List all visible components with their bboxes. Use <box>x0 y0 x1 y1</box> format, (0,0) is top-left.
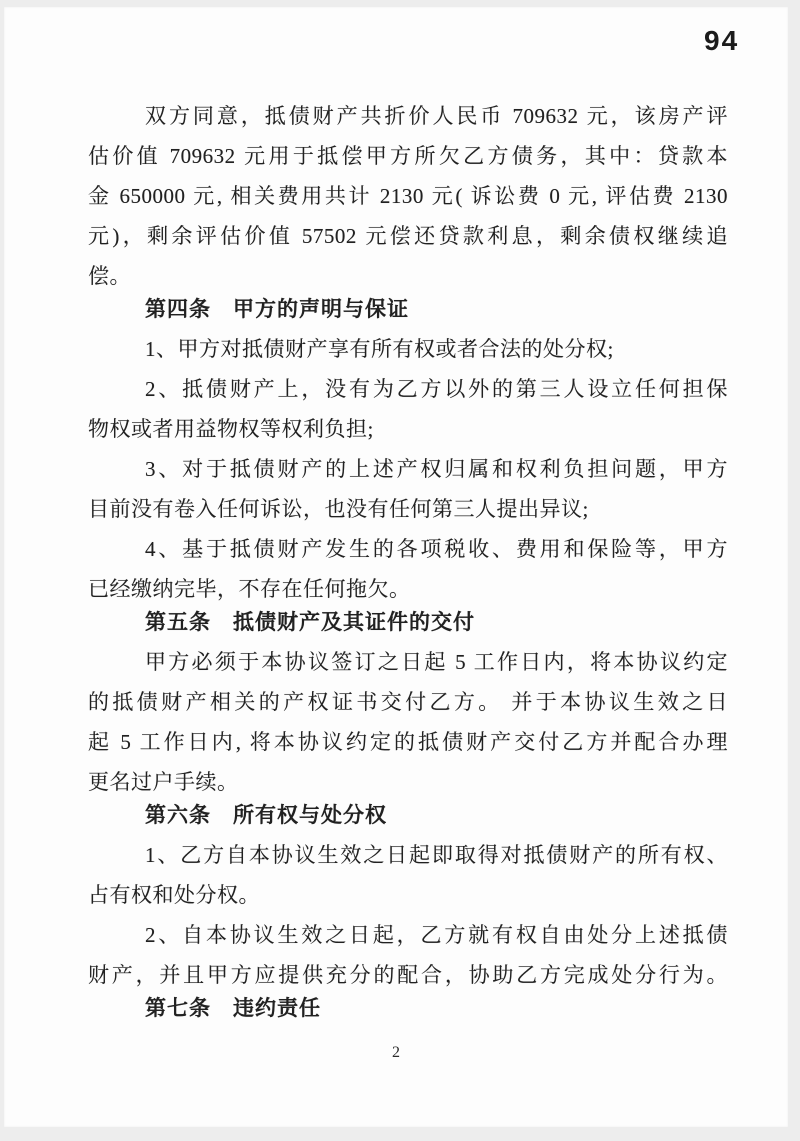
clause-heading <box>88 602 728 642</box>
paragraph <box>88 369 728 449</box>
text-line: 占有权和处分权。 <box>88 883 260 907</box>
paragraph <box>88 835 728 915</box>
clause-heading <box>88 289 728 329</box>
text-line: 偿。 <box>88 264 131 288</box>
paragraph <box>88 449 728 529</box>
text-line: 元)，剩余评估价值 57502 元偿还贷款利息，剩余债权继续追 <box>88 224 728 248</box>
document-page <box>4 7 788 1127</box>
paragraph <box>88 329 728 369</box>
paragraph <box>88 529 728 609</box>
text-line: 1、甲方对抵债财产享有所有权或者合法的处分权; <box>145 337 614 361</box>
footer-page-number: 2 <box>392 1044 400 1061</box>
text-line: 甲方必须于本协议签订之日起 5 工作日内，将本协议约定 <box>145 650 728 674</box>
text-line: 财产，并且甲方应提供充分的配合，协助乙方完成处分行为。 <box>88 963 728 987</box>
text-line: 金 650000 元, 相关费用共计 2130 元( 诉讼费 0 元, 评估费 2130 <box>88 184 728 208</box>
scan-sheet-number: 94 <box>704 25 740 56</box>
text-line: 4、基于抵债财产发生的各项税收、费用和保险等，甲方 <box>145 537 728 561</box>
text-line: 的抵债财产相关的产权证书交付乙方。 并于本协议生效之日 <box>88 690 728 714</box>
document-body <box>4 7 788 1028</box>
text-line: 起 5 工作日内, 将本协议约定的抵债财产交付乙方并配合办理 <box>88 730 728 754</box>
text-line: 2、抵债财产上，没有为乙方以外的第三人设立任何担保 <box>145 377 728 401</box>
text-line: 2、自本协议生效之日起，乙方就有权自由处分上述抵债 <box>145 923 728 947</box>
clause-heading <box>88 795 728 835</box>
text-line: 第七条 违约责任 <box>145 996 321 1020</box>
text-line: 已经缴纳完毕，不存在任何拖欠。 <box>88 577 411 601</box>
text-line: 估价值 709632 元用于抵偿甲方所欠乙方债务，其中：贷款本 <box>88 144 728 168</box>
text-line: 3、对于抵债财产的上述产权归属和权利负担问题，甲方 <box>145 457 728 481</box>
text-line: 物权或者用益物权等权利负担; <box>88 417 374 441</box>
text-line: 1、乙方自本协议生效之日起即取得对抵债财产的所有权、 <box>145 843 728 867</box>
text-line: 第六条 所有权与处分权 <box>145 803 387 827</box>
text-line: 第五条 抵债财产及其证件的交付 <box>145 610 475 634</box>
text-line: 双方同意，抵债财产共折价人民币 709632 元，该房产评 <box>145 104 728 128</box>
paragraph <box>88 642 728 802</box>
text-line: 目前没有卷入任何诉讼，也没有任何第三人提出异议; <box>88 497 589 521</box>
text-line: 第四条 甲方的声明与保证 <box>145 297 409 321</box>
paragraph <box>88 96 728 296</box>
text-line: 更名过户手续。 <box>88 770 239 794</box>
paragraph <box>88 915 728 995</box>
